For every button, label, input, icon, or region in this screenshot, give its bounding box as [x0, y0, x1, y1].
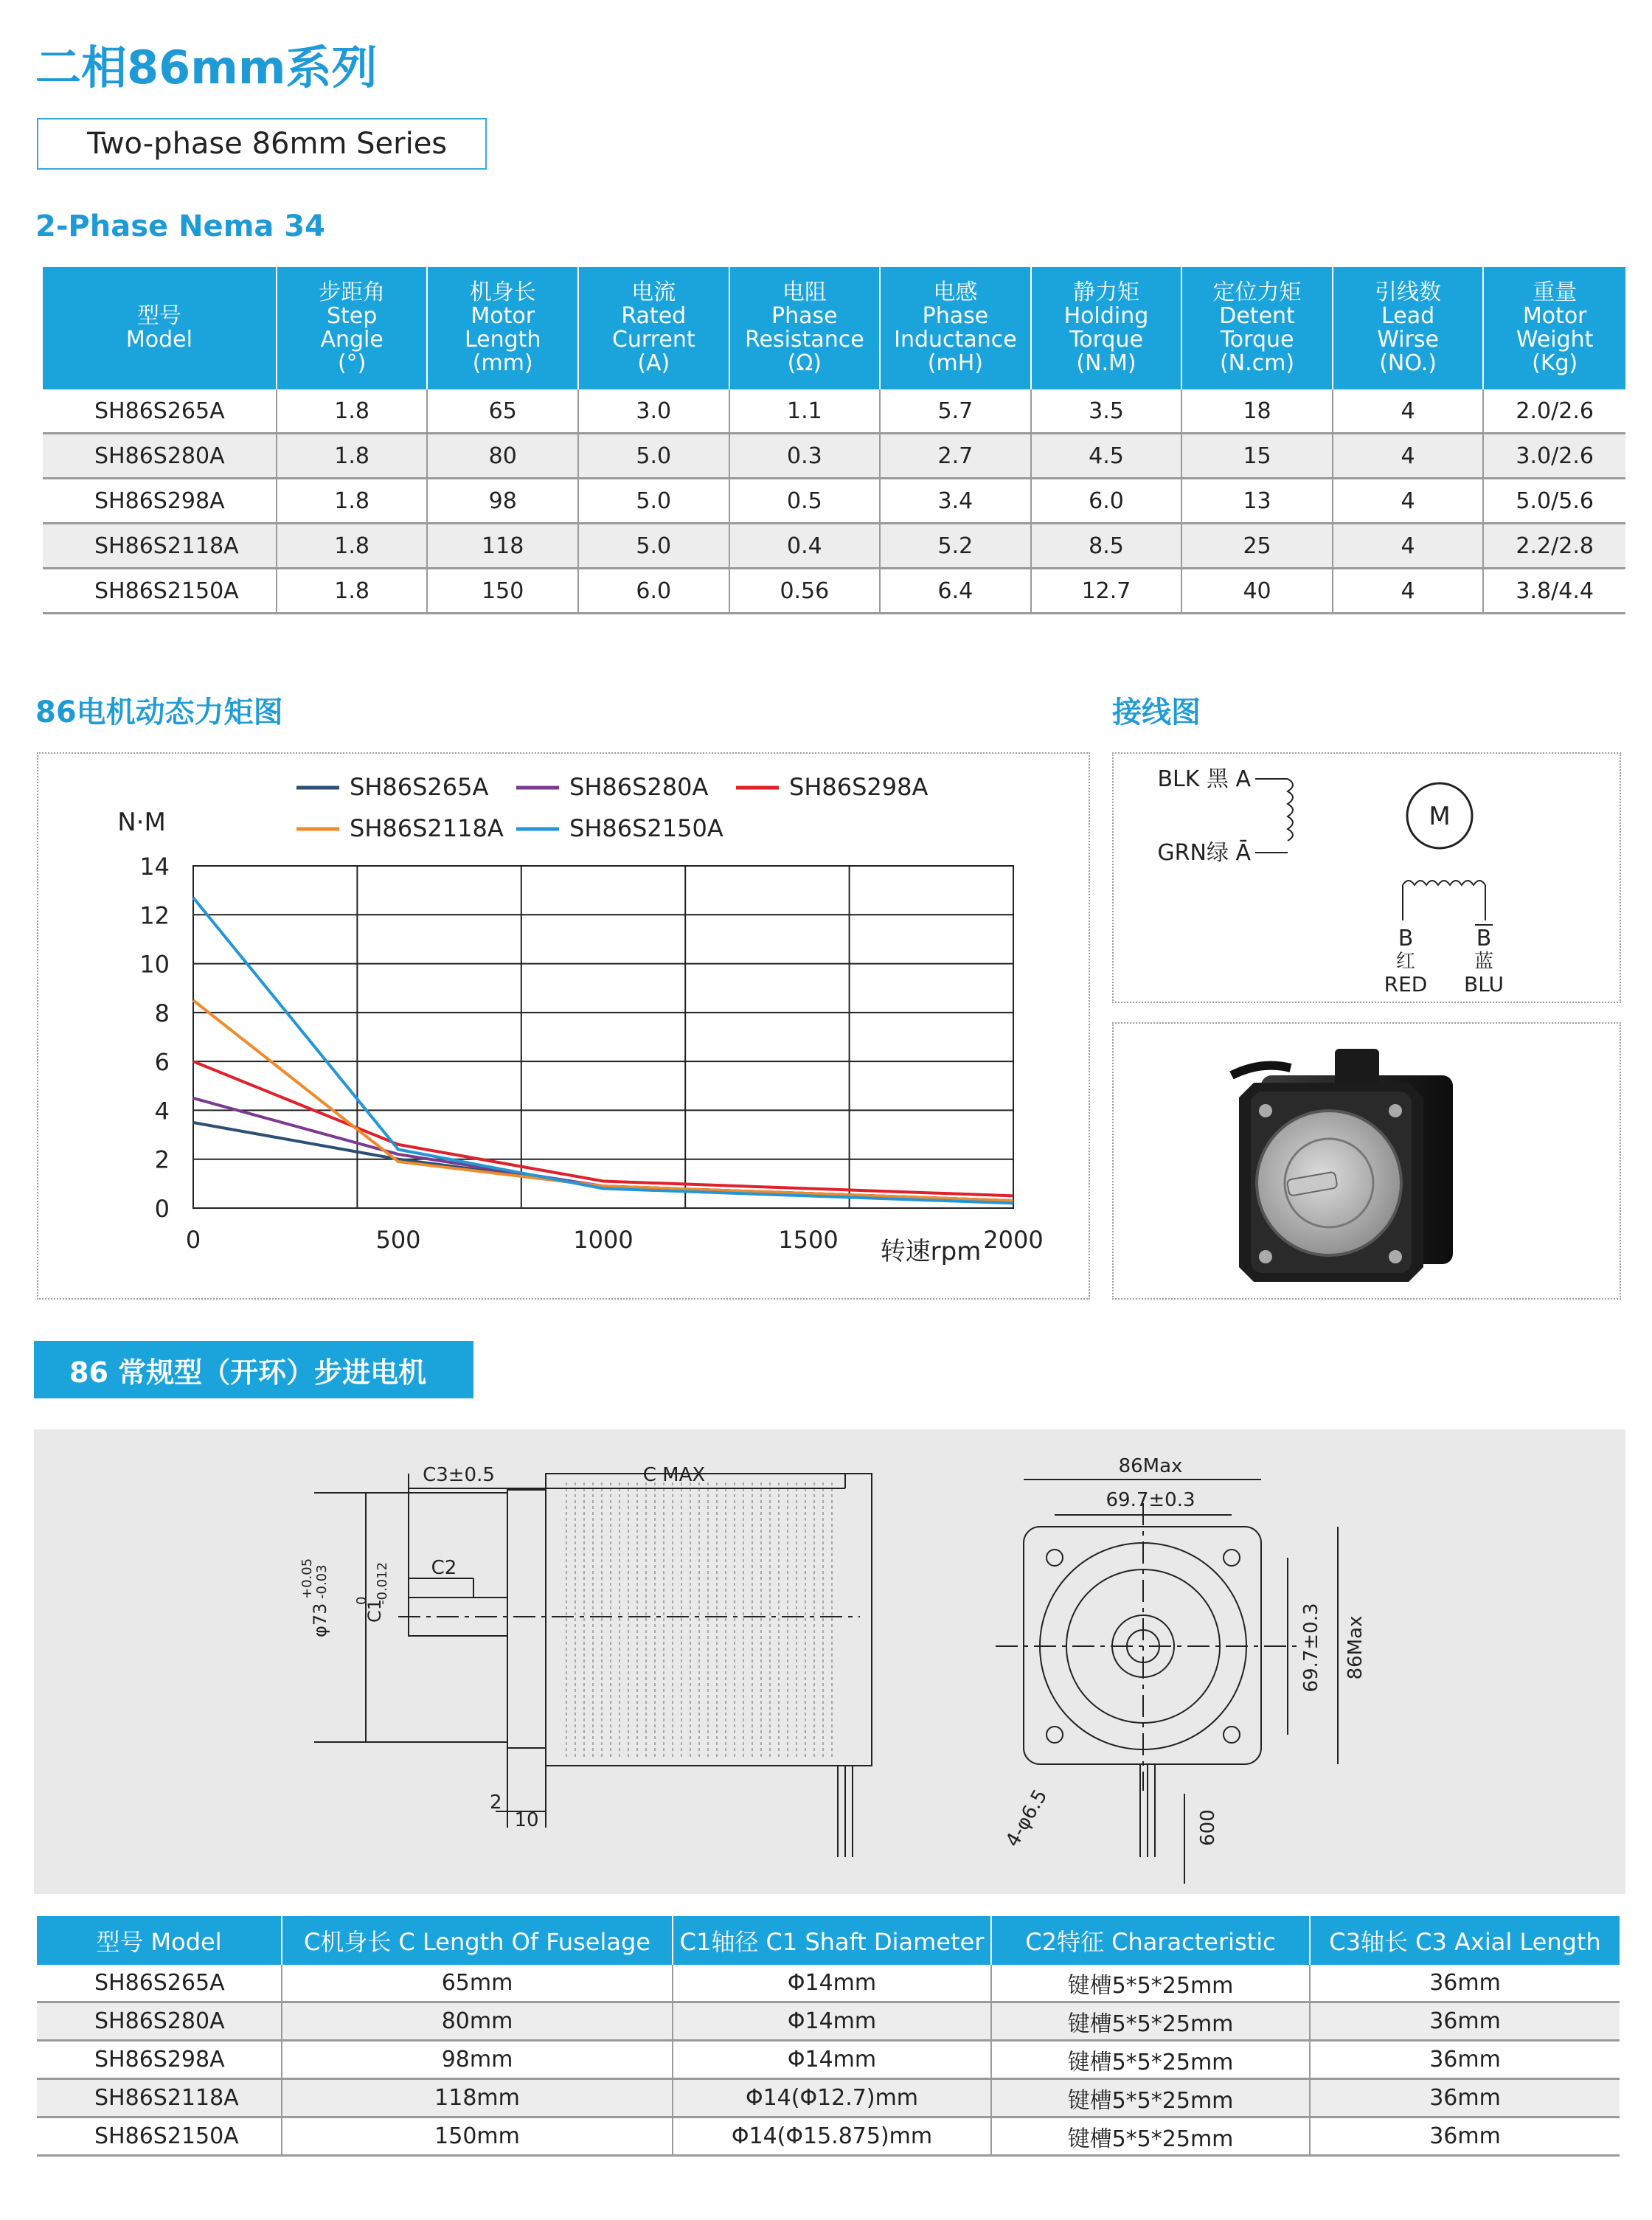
spec-header-line: Wirse — [1377, 327, 1439, 353]
page-title: 二相86mm系列 — [35, 41, 378, 94]
series-line-SH86S298A — [193, 1061, 1013, 1196]
x-tick-label: 1500 — [778, 1226, 839, 1254]
spec-header-cell — [1181, 267, 1333, 389]
dim-cell: 36mm — [1310, 2041, 1620, 2079]
spec-header-line: Rated — [621, 303, 687, 329]
dim-header-cell: C1轴径 C1 Shaft Diameter — [673, 1916, 991, 1965]
dim-header-cell: C2特征 Characteristic — [991, 1916, 1310, 1965]
spec-cell: 3.5 — [1031, 389, 1182, 434]
spec-cell: 1.8 — [277, 524, 428, 569]
y-tick-label: 12 — [139, 901, 170, 930]
model-cell: SH86S265A — [43, 389, 277, 434]
dim-cell: Φ14mm — [673, 2002, 991, 2041]
series-subtitle-box — [37, 118, 487, 170]
legend-label: SH86S2118A — [350, 814, 504, 842]
height-697-label: 69.7±0.3 — [1300, 1603, 1322, 1693]
mounting-holes-label: 4-φ6.5 — [1002, 1786, 1052, 1851]
dim-cell: 65mm — [282, 1965, 673, 2002]
spec-header-cell — [880, 267, 1031, 389]
spec-header-line: Resistance — [745, 327, 864, 353]
dimension-drawing — [34, 1429, 1625, 1894]
table-row — [43, 434, 1625, 479]
table-row — [43, 569, 1625, 614]
dim-2-label: 2 — [490, 1791, 502, 1814]
spec-header-line: Motor — [471, 303, 535, 329]
spec-header-cell — [1031, 267, 1182, 389]
spec-cell: 3.4 — [880, 479, 1031, 524]
spec-cell: 4 — [1333, 479, 1484, 524]
dim-cell: 键槽5*5*25mm — [991, 2117, 1310, 2156]
spec-cell: 18 — [1181, 389, 1333, 434]
spec-header-line: 型号 — [136, 303, 181, 329]
series-line-SH86S2150A — [193, 898, 1013, 1203]
spec-cell: 0.5 — [729, 479, 881, 524]
c1-tol-top: 0 — [354, 1596, 369, 1605]
motor-label: M — [1429, 802, 1451, 831]
spec-header-line: Phase — [922, 303, 989, 329]
spec-cell: 2.0/2.6 — [1483, 389, 1625, 434]
y-tick-label: 8 — [154, 999, 170, 1027]
table-row — [37, 1965, 1620, 2002]
model-cell: SH86S280A — [37, 2002, 282, 2041]
spec-cell: 6.4 — [880, 569, 1031, 614]
y-tick-label: 14 — [139, 853, 170, 881]
spec-cell: 5.0 — [578, 434, 729, 479]
dim-cell: Φ14(Φ15.875)mm — [673, 2117, 991, 2156]
wire-a-bar-label: GRN绿 Ā — [1157, 840, 1251, 866]
spec-cell: 1.8 — [277, 389, 428, 434]
wire-b-en: RED — [1384, 972, 1428, 996]
x-tick-label: 2000 — [983, 1226, 1044, 1254]
spec-cell: 5.2 — [880, 524, 1031, 569]
spec-header-line: Phase — [771, 303, 838, 329]
y-tick-label: 0 — [154, 1195, 170, 1223]
lead-length-label: 600 — [1197, 1809, 1219, 1846]
wire-b-cn: 红 — [1395, 951, 1416, 973]
table-row — [37, 2041, 1620, 2079]
model-cell: SH86S280A — [43, 434, 277, 479]
spec-cell: 5.7 — [880, 389, 1031, 434]
torque-chart — [38, 754, 1089, 1298]
spec-header-line: Torque — [1069, 327, 1143, 353]
spec-header-line: (N.cm) — [1219, 350, 1295, 376]
spec-cell: 0.4 — [729, 524, 881, 569]
x-tick-label: 0 — [185, 1226, 201, 1254]
wire-b-label: B — [1398, 926, 1414, 951]
y-tick-label: 10 — [139, 950, 170, 979]
dim-cell: 98mm — [282, 2041, 673, 2079]
legend-label: SH86S298A — [789, 773, 929, 801]
cmax-dim-label: C MAX — [642, 1464, 706, 1486]
wiring-diagram-panel — [1112, 752, 1621, 1003]
phi73-tol-top: +0.05 — [299, 1558, 315, 1599]
dim-cell: 150mm — [282, 2117, 673, 2156]
chart-section-title: 86电机动态力矩图 — [35, 696, 283, 729]
x-tick-label: 1000 — [573, 1226, 634, 1254]
model-cell: SH86S298A — [43, 479, 277, 524]
dim-cell: 键槽5*5*25mm — [991, 1965, 1310, 2002]
dim-cell: 键槽5*5*25mm — [991, 2041, 1310, 2079]
spec-cell: 5.0 — [578, 524, 729, 569]
model-cell: SH86S2150A — [37, 2117, 282, 2156]
coil-b-icon — [1403, 881, 1485, 885]
spec-cell: 3.8/4.4 — [1483, 569, 1625, 614]
spec-header-cell — [729, 267, 881, 389]
spec-cell: 3.0 — [578, 389, 729, 434]
spec-cell: 1.8 — [277, 434, 428, 479]
spec-cell: 4.5 — [1031, 434, 1182, 479]
table-row — [43, 524, 1625, 569]
y-tick-label: 6 — [154, 1048, 170, 1077]
stepper-motor-photo — [1114, 1024, 1620, 1298]
spec-header-line: (Ω) — [787, 350, 822, 376]
spec-cell: 98 — [427, 479, 578, 524]
spec-header-line: 机身长 — [469, 280, 536, 305]
phi73-tol-bot: -0.03 — [314, 1564, 330, 1599]
spec-cell: 80 — [427, 434, 578, 479]
spec-cell: 25 — [1181, 524, 1333, 569]
width-86-label: 86Max — [1118, 1455, 1183, 1477]
table-row — [37, 2079, 1620, 2117]
spec-header-line: Lead — [1381, 303, 1435, 329]
dim-cell: 118mm — [282, 2079, 673, 2117]
c1-tol-bot: -0.012 — [375, 1561, 390, 1605]
plot-frame — [193, 866, 1013, 1208]
spec-header-line: Length — [464, 327, 541, 353]
spec-header-cell — [578, 267, 729, 389]
motor-photo-panel — [1112, 1022, 1621, 1300]
spec-table — [43, 267, 1625, 614]
model-cell: SH86S2118A — [43, 524, 277, 569]
spec-header-line: 定位力矩 — [1212, 280, 1302, 305]
model-cell: SH86S298A — [37, 2041, 282, 2079]
width-697-label: 69.7±0.3 — [1106, 1489, 1195, 1511]
torque-chart-panel — [37, 752, 1090, 1300]
spec-header-line: Motor — [1522, 303, 1587, 329]
table-row — [37, 2117, 1620, 2156]
spec-header-line: Angle — [320, 327, 384, 353]
spec-header-line: Torque — [1220, 327, 1294, 353]
spec-header-cell — [1333, 267, 1484, 389]
spec-cell: 65 — [427, 389, 578, 434]
legend-label: SH86S2150A — [569, 814, 723, 842]
spec-cell: 0.56 — [729, 569, 881, 614]
model-cell: SH86S2150A — [43, 569, 277, 614]
dim-cell: 36mm — [1310, 1965, 1620, 2002]
legend-label: SH86S280A — [569, 773, 709, 801]
c2-dim-label: C2 — [431, 1557, 457, 1579]
c3-dim-label: C3±0.5 — [423, 1464, 495, 1486]
spec-cell: 150 — [427, 569, 578, 614]
wire-a-label: BLK 黑 A — [1157, 766, 1251, 792]
spec-cell: 2.2/2.8 — [1483, 524, 1625, 569]
wire-b-bar-en: BLU — [1464, 972, 1504, 996]
spec-header-line: 引线数 — [1375, 280, 1442, 305]
dim-cell: 36mm — [1310, 2002, 1620, 2041]
spec-cell: 0.3 — [729, 434, 881, 479]
spec-cell: 5.0/5.6 — [1483, 479, 1625, 524]
phi73-dim-label: φ73 — [310, 1603, 330, 1637]
dim-cell: 36mm — [1310, 2117, 1620, 2156]
spec-cell: 1.8 — [277, 479, 428, 524]
spec-header-line: Model — [125, 327, 192, 353]
spec-cell: 12.7 — [1031, 569, 1182, 614]
spec-cell: 8.5 — [1031, 524, 1182, 569]
spec-header-line: 电感 — [933, 280, 978, 305]
spec-cell: 1.1 — [729, 389, 881, 434]
legend-label: SH86S265A — [350, 773, 489, 801]
height-86-label: 86Max — [1344, 1615, 1367, 1680]
y-tick-label: 2 — [154, 1145, 170, 1174]
spec-header-line: 电阻 — [782, 280, 827, 305]
dim-cell: 键槽5*5*25mm — [991, 2079, 1310, 2117]
spec-header-line: Current — [611, 327, 695, 353]
spec-cell: 4 — [1333, 569, 1484, 614]
dimension-table — [37, 1916, 1620, 2157]
wire-b-bar-label: B — [1476, 926, 1492, 951]
spec-header-line: (Kg) — [1532, 350, 1578, 376]
spec-header-line: (A) — [637, 350, 670, 376]
spec-section-title: 2-Phase Nema 34 — [35, 209, 325, 243]
x-axis-label: 转速rpm — [880, 1237, 982, 1266]
spec-cell: 40 — [1181, 569, 1333, 614]
dim-cell: 80mm — [282, 2002, 673, 2041]
dim-cell: Φ14mm — [673, 1965, 991, 2002]
spec-header-line: (mH) — [927, 350, 983, 376]
dim-cell: 36mm — [1310, 2079, 1620, 2117]
spec-header-line: (mm) — [472, 350, 533, 376]
table-row — [37, 2002, 1620, 2041]
spec-header-line: 步距角 — [319, 280, 386, 305]
spec-header-line: Inductance — [894, 327, 1017, 353]
spec-cell: 13 — [1181, 479, 1333, 524]
wire-b-bar-cn: 蓝 — [1474, 951, 1494, 973]
spec-header-cell — [277, 267, 428, 389]
coil-a-icon — [1288, 779, 1293, 841]
spec-cell: 15 — [1181, 434, 1333, 479]
spec-header-line: 静力矩 — [1072, 280, 1139, 305]
series-line-SH86S2118A — [193, 1000, 1013, 1201]
spec-cell: 4 — [1333, 524, 1484, 569]
model-cell: SH86S2118A — [37, 2079, 282, 2117]
spec-header-line: Holding — [1063, 303, 1149, 329]
spec-cell: 6.0 — [1031, 479, 1182, 524]
wiring-section-title: 接线图 — [1112, 696, 1201, 729]
table-row — [43, 479, 1625, 524]
model-cell: SH86S265A — [37, 1965, 282, 2002]
y-tick-label: 4 — [154, 1097, 170, 1125]
dim-10-label: 10 — [514, 1809, 539, 1831]
dim-header-cell: C3轴长 C3 Axial Length — [1310, 1916, 1620, 1965]
spec-cell: 4 — [1333, 434, 1484, 479]
c1-dim-label: C1 — [364, 1598, 385, 1623]
spec-cell: 5.0 — [578, 479, 729, 524]
table-row — [43, 389, 1625, 434]
spec-header-cell — [43, 267, 277, 389]
dimension-drawing-panel — [34, 1429, 1625, 1894]
spec-header-line: 重量 — [1533, 280, 1578, 305]
spec-header-line: (°) — [337, 350, 367, 376]
spec-cell: 4 — [1333, 389, 1484, 434]
spec-header-cell — [1483, 267, 1625, 389]
series-subtitle: Two-phase 86mm Series — [87, 127, 448, 161]
spec-cell: 118 — [427, 524, 578, 569]
spec-cell: 1.8 — [277, 569, 428, 614]
spec-cell: 3.0/2.6 — [1483, 434, 1625, 479]
spec-header-line: (NO.) — [1379, 350, 1437, 376]
spec-header-line: (N.M) — [1076, 350, 1136, 376]
spec-cell: 6.0 — [578, 569, 729, 614]
wiring-diagram — [1114, 754, 1620, 1002]
spec-cell: 2.7 — [880, 434, 1031, 479]
spec-header-line: Detent — [1219, 303, 1295, 329]
spec-header-line: Step — [327, 303, 378, 329]
spec-header-cell — [427, 267, 578, 389]
dim-cell: 键槽5*5*25mm — [991, 2002, 1310, 2041]
dim-cell: Φ14mm — [673, 2041, 991, 2079]
dim-cell: Φ14(Φ12.7)mm — [673, 2079, 991, 2117]
spec-header-line: Weight — [1516, 327, 1594, 353]
dim-header-cell: 型号 Model — [37, 1916, 282, 1965]
x-tick-label: 500 — [375, 1226, 421, 1254]
spec-header-line: 电流 — [631, 280, 676, 305]
y-axis-label: N·M — [117, 808, 166, 837]
model-banner: 86 常规型（开环）步进电机 — [34, 1341, 473, 1398]
dim-header-cell: C机身长 C Length Of Fuselage — [282, 1916, 673, 1965]
